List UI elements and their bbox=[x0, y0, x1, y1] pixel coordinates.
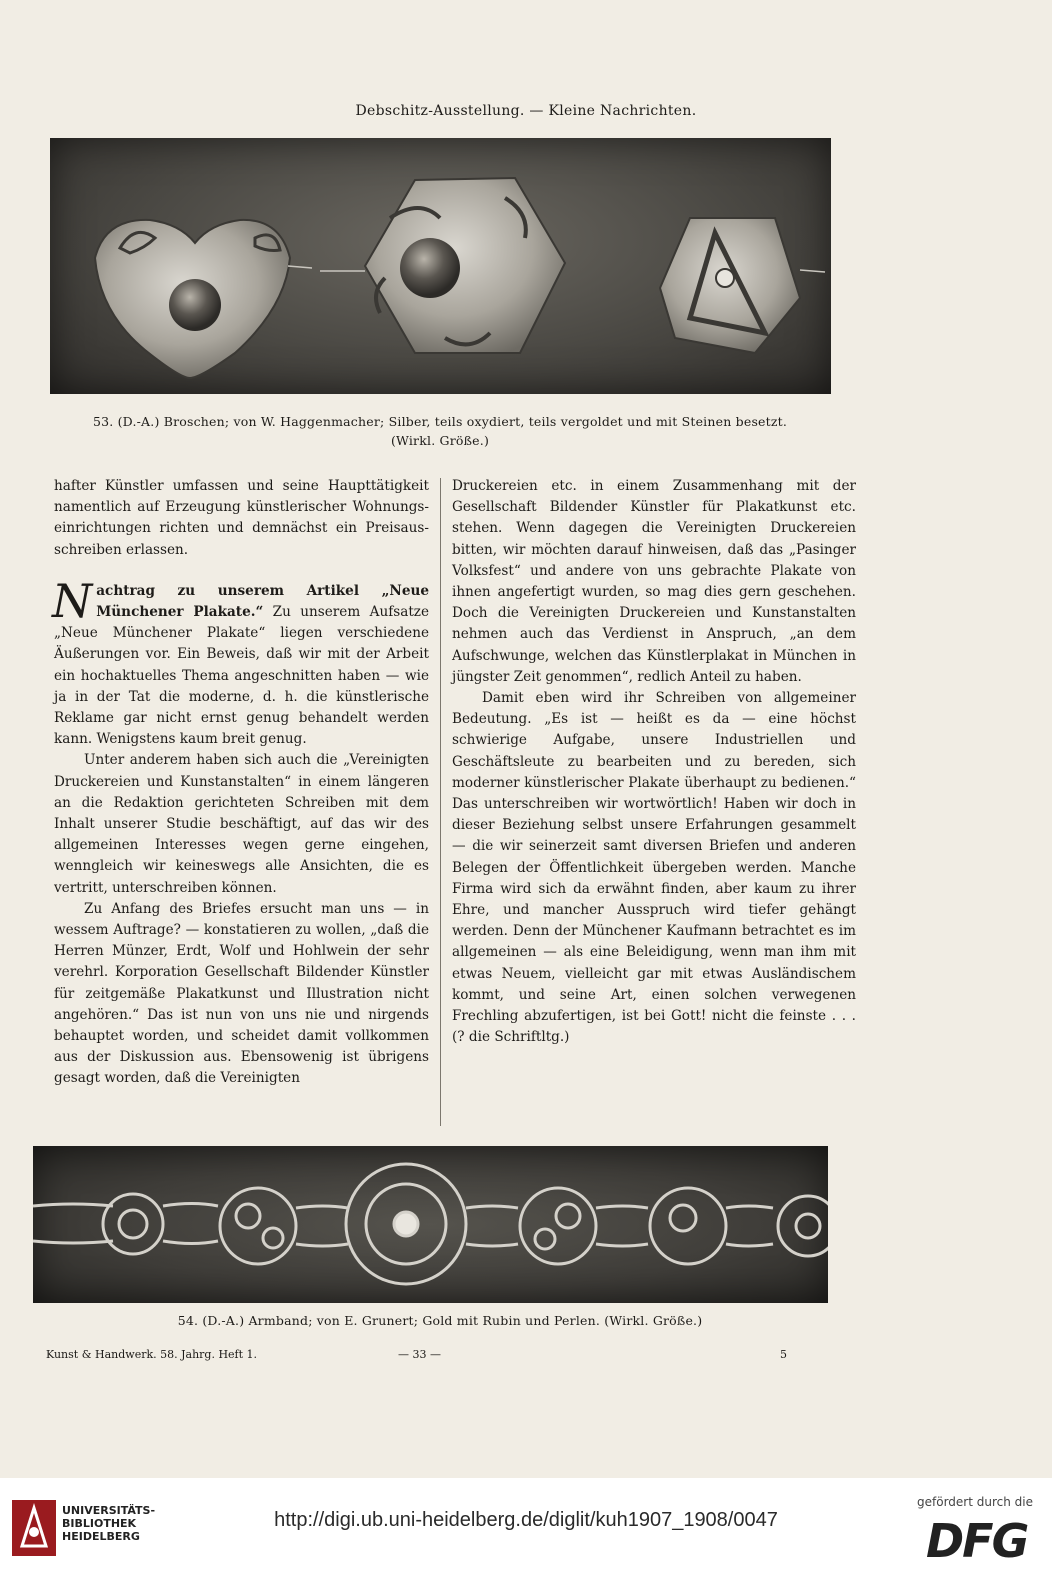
hexagon-brooch bbox=[320, 178, 565, 353]
bracelet-photo bbox=[33, 1146, 828, 1303]
figure-53-caption-line2: (Wirkl. Größe.) bbox=[390, 433, 490, 448]
left-paragraph-3: Zu Anfang des Briefes ersucht man uns — in wessem Auftrage? — konstatieren zu wollen, „daß die Herren Münzer, Erdt, Wolf und Hohlwein der sehr verehrl. Korporation Gesellschaft Bildender Künstler für zeitgemäße Plakatkunst und Illustration nicht angehören.“ Das ist nun von uns nie und nirgends behauptet worden, und scheidet damit vollkommen aus der Diskussion aus. Ebensowenig ist übrigens gesagt worden, daß die Vereinigten bbox=[54, 900, 429, 1087]
dfg-logo: DFG bbox=[926, 1514, 1028, 1568]
university-line-2: BIBLIOTHEK bbox=[62, 1517, 137, 1530]
signature-mark: 5 bbox=[780, 1348, 787, 1361]
figure-53-caption bbox=[40, 412, 840, 450]
funding-label: gefördert durch die bbox=[917, 1495, 1033, 1509]
right-paragraph-2: Damit eben wird ihr Schreiben von allgemeiner Bedeutung. „Es ist — heißt es da — eine höchst schwierige Aufgabe, unsere Industriellen und Geschäftsleute zu bearbeiten und zu bereden, sich moderner künstlerischer Plakate überhaupt zu bedienen.“ Das unterschreiben wir wortwörtlich! Haben wir doch in dieser Beziehung selbst unsere Erfahrungen gesammelt — die wir seinerzeit samt diversen Briefen und anderen Belegen der Öffentlichkeit übergeben werden. Manche Firma wird sich da erwähnt finden, aber kaum zu ihrer Ehre, und mancher Ausspruch wird tiefer gehängt werden. Denn der Münchener Kaufmann betrachtet es im allgemeinen — als eine Beleidigung, wenn man ihm mit etwas Neuem, vielleicht gar mit etwas Ausländischem kommt, und seine Art, einen solchen verwegenen Frechling abzufertigen, ist bei Gott! nicht die feinste . . . (? die Schriftltg.) bbox=[452, 690, 856, 1046]
left-paragraph-1: hafter Künstler umfassen und seine Haupttätigkeit namentlich auf Erzeugung künstlerischer Wohnungs-einrichtungen richten und demnächst ein Preisaus-schreiben erlassen. bbox=[54, 478, 429, 558]
heart-brooch bbox=[95, 220, 312, 378]
left-paragraph-2: Unter anderem haben sich auch die „Vereinigten Druckereien und Kunstanstalten“ in einem längeren an die Redaktion gerichteten Schreiben mit dem Inhalt unserer Studie beschäftigt, auf das wir des allgemeinen Interesses wegen gerne eingehen, wenngleich wir keineswegs alle Ansichten, die es vertritt, unterschreiben können. bbox=[54, 752, 429, 896]
drop-cap: N bbox=[52, 573, 93, 628]
running-head: Debschitz-Ausstellung. — Kleine Nachrichten. bbox=[355, 103, 697, 119]
page-number: — 33 — bbox=[398, 1348, 441, 1361]
left-column bbox=[54, 476, 429, 1090]
right-column bbox=[452, 476, 856, 1048]
right-paragraph-1: Druckereien etc. in einem Zusammenhang mit der Gesellschaft Bildender Künstler für Plakatkunst etc. stehen. Wenn dagegen die Vereinigten Druckereien bitten, wir möchten darauf hinweisen, daß das „Pasinger Volksfest“ und andere von uns gebrachte Plakate von ihnen angefertigt wurden, so mag dies gern geschehen. Doch die Vereinigten Druckereien und Kunstanstalten nehmen auch das Verdienst in Anspruch, „an dem Aufschwunge, welchen das Künstlerplakat in München in jüngster Zeit genommen“, redlich Anteil zu haben. bbox=[452, 478, 856, 685]
column-divider bbox=[440, 478, 441, 1126]
brooches-photo bbox=[50, 138, 831, 394]
figure-54-caption: 54. (D.-A.) Armband; von E. Grunert; Gold mit Rubin und Perlen. (Wirkl. Größe.) bbox=[177, 1313, 703, 1328]
heading-title: achtrag zu unserem Artikel „Neue Münchener Plakate.“ bbox=[96, 582, 429, 621]
university-line-3: HEIDELBERG bbox=[62, 1530, 140, 1543]
article-heading bbox=[52, 573, 429, 751]
figure-53-caption-line1: 53. (D.-A.) Broschen; von W. Haggenmacher; Silber, teils oxydiert, teils vergoldet und mit Steinen besetzt. bbox=[92, 414, 788, 429]
bracelet bbox=[33, 1164, 828, 1284]
journal-imprint: Kunst & Handwerk. 58. Jahrg. Heft 1. bbox=[46, 1348, 258, 1361]
university-line-1: UNIVERSITÄTS- bbox=[62, 1504, 156, 1517]
heading-text: Zu unserem Aufsatze „Neue Münchener Plakate“ liegen verschiedene Äußerungen vor. Ein Beweis, daß wir mit der Arbeit ein hochaktuelles Thema angeschnitten haben — wie ja in der Tat die moderne, d. h. die künstlerische Reklame gar nicht ernst genug behandelt werden kann. Wenigstens kaum breit genug. bbox=[54, 604, 429, 748]
source-url[interactable]: http://digi.ub.uni-heidelberg.de/diglit/kuh1907_1908/0047 bbox=[274, 1509, 778, 1531]
triangle-brooch bbox=[660, 218, 825, 353]
